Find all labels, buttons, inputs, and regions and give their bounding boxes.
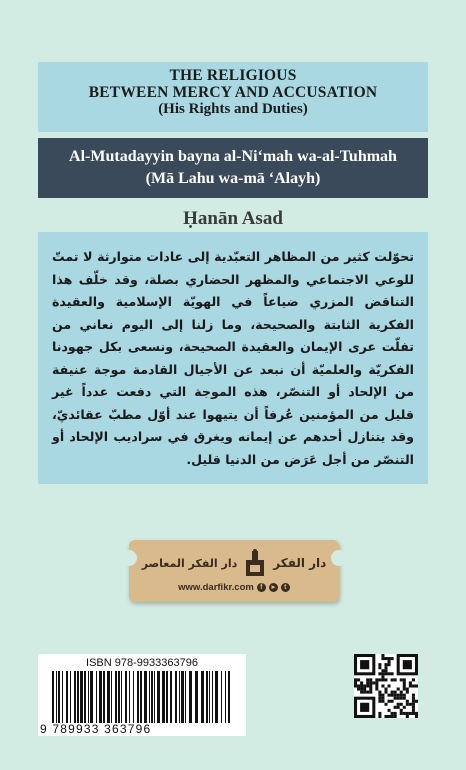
publisher-logo [129,546,339,580]
transliterated-title-panel [38,138,428,198]
publisher-logo-tag [129,540,339,602]
title-subtitle: (His Rights and Duties) [158,101,308,117]
barcode-digits: 9 789933 363796 [40,722,152,736]
transliteration-line-2: (Mā Lahu wa-mā ‘Alayh) [145,170,321,187]
author-name: Ḥanān Asad [183,208,283,229]
arabic-blurb: تحوّلت كثير من المظاهر التعبّدية إلى عادات متوارثة لا تمتّ للوعي الاجتماعي والمظهر الحضاري بصلة، وقد خلّف هذا التناقض المزري ضياعاً في الهويّة الإسلامية والعقيدة الفكرية الثابتة والصحيحة، وما زلنا إلى اليوم نعاني من تفلّت عرى الإيمان والعقيدة الصحيحة، ونسعى بكل جهودنا الفكريّة والعلميّة أن نبعد عن الأجيال القادمة موجة عنيفة من الإلحاد أو التنصّر، هذه الموجة التي دفعت عدداً غير قليل من المؤمنين عُرفاً أن يتيهوا عند أوّل مطبّ عقائديّ، وقد يتنازل أحدهم عن إيمانه ويغرق في سراديب الإلحاد أو التنصّر من أجل عَرَض من الدنيا قليل. [38,232,428,484]
publisher-name-primary: دار الفكر [273,556,327,570]
barcode-bars [52,671,234,723]
publisher-name-secondary: دار الفكر المعاصر [141,556,238,570]
qr-code [354,654,418,718]
publisher-website[interactable]: www.darfikr.com [178,582,254,593]
english-title-panel [38,62,428,132]
twitter-icon[interactable]: t [281,583,290,592]
isbn-label: ISBN 978-9933363796 [86,657,198,669]
isbn-barcode [38,654,246,736]
facebook-icon[interactable]: f [257,583,266,592]
publisher-emblem-icon [243,548,267,578]
title-line-2: BETWEEN MERCY AND ACCUSATION [88,84,378,101]
publisher-web-row [129,582,339,593]
transliteration-line-1: Al-Mutadayyin bayna al-Ni‘mah wa-al-Tuhmah [69,148,397,165]
youtube-icon[interactable]: ▸ [269,583,278,592]
title-line-1: THE RELIGIOUS [169,67,297,84]
